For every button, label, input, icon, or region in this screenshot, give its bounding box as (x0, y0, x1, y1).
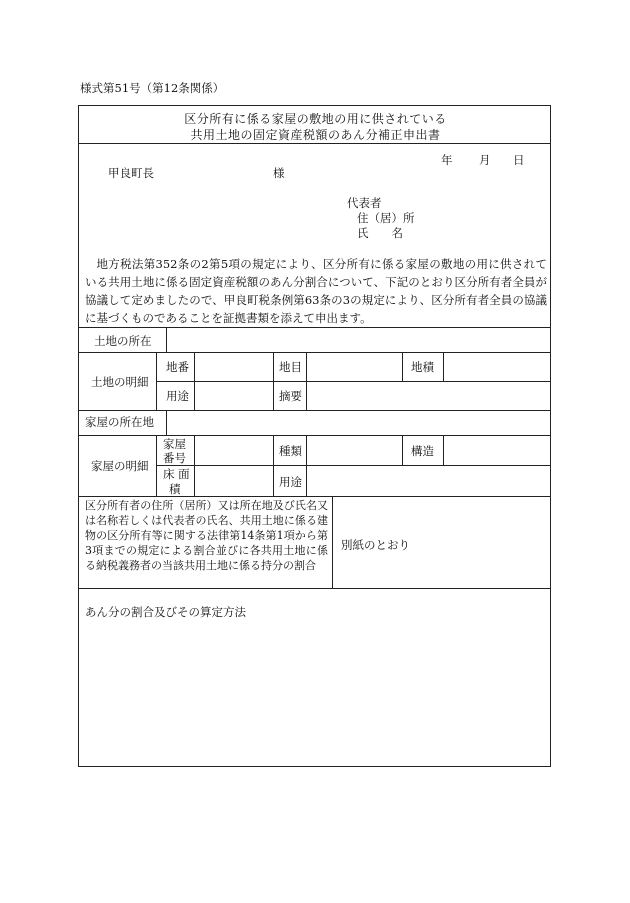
divider (79, 410, 550, 411)
building-use-label: 用途 (279, 475, 302, 489)
divider (79, 588, 550, 589)
divider (79, 352, 550, 353)
declaration-text: 地方税法第352条の2第5項の規定により、区分所有に係る家屋の敷地の用に供されている共用土地に係る固定資産税額のあん分割合について、下記のとおり区分所有者全員が協議して定めましたので、甲良町税条例第63条の3の規定により、区分所有者全員の協議に基づくものであることを証拠書類を添えて申出ます。 (85, 257, 547, 325)
name-label: 氏 名 (357, 226, 403, 240)
house-number-label-1: 家屋 (163, 437, 186, 451)
representative-label: 代表者 (347, 196, 382, 210)
land-details-label: 土地の明細 (91, 375, 149, 389)
date-month: 月 (479, 153, 491, 167)
divider (156, 465, 550, 466)
date-year: 年 (441, 153, 453, 167)
divider (402, 435, 403, 465)
divider (79, 435, 550, 436)
floor-area-label-1: 床 面 (163, 467, 190, 481)
divider (79, 143, 550, 144)
owners-value: 別紙のとおり (341, 538, 410, 552)
divider (166, 410, 167, 435)
land-category-label: 地目 (279, 360, 302, 374)
form-number-label: 様式第51号（第12条関係） (80, 81, 225, 95)
divider (79, 327, 550, 328)
address-label: 住（居）所 (357, 211, 415, 225)
divider (332, 496, 333, 588)
calculation-method-label: あん分の割合及びその算定方法 (85, 605, 246, 619)
lot-number-label: 地番 (166, 360, 189, 374)
divider (443, 435, 444, 465)
divider (443, 352, 444, 381)
divider (402, 352, 403, 381)
floor-area-label-2: 積 (169, 482, 181, 496)
form-title-line-1: 区分所有に係る家屋の敷地の用に供されている (184, 112, 447, 126)
honorific: 様 (273, 166, 285, 180)
building-details-label: 家屋の明細 (91, 459, 149, 473)
building-kind-label: 種類 (279, 444, 302, 458)
house-number-label-2: 番号 (163, 451, 186, 465)
land-remarks-label: 摘要 (279, 389, 302, 403)
land-area-label: 地積 (411, 360, 434, 374)
divider (166, 327, 167, 352)
divider (156, 381, 550, 382)
building-structure-label: 構造 (411, 444, 434, 458)
land-use-label: 用途 (166, 389, 189, 403)
divider (79, 496, 550, 497)
form-title-line-2: 共用土地の固定資産税額のあん分補正申出書 (190, 128, 441, 142)
addressee: 甲良町長 (108, 166, 154, 180)
application-form (78, 105, 551, 767)
owners-description-label: 区分所有者の住所（居所）又は所在地及び氏名又は名称若しくは代表者の氏名、共用土地に係る建物の区分所有等に関する法律第14条第1項から第3項までの規定による割合並びに各共用土地に係る納税義務者の当該共用土地に係る持分の割合 (85, 499, 328, 572)
land-location-label: 土地の所在 (94, 334, 152, 348)
building-location-label: 家屋の所在地 (85, 415, 154, 429)
date-day: 日 (513, 153, 525, 167)
